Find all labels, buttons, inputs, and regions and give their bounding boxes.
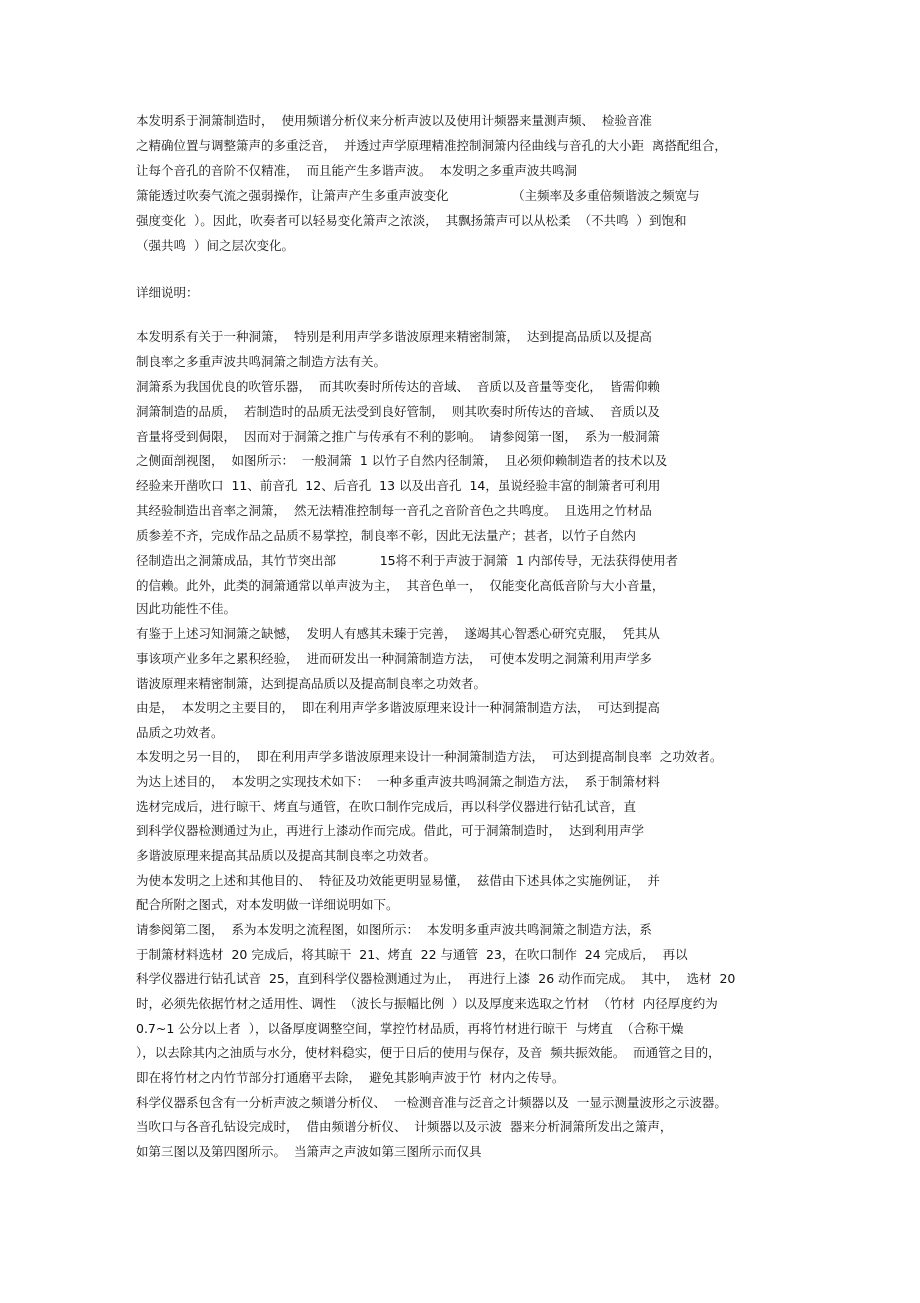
text-line-31: 配合所附之图式，对本发明做一详细说明如下。 [136, 897, 399, 912]
text-line-38: 即在将竹材之内竹节部分打通磨平去除， 避免其影响声波于竹 材内之传导。 [136, 1070, 565, 1085]
text-line-32: 请参阅第二图， 系为本发明之流程图，如图所示： 本发明多重声波共鸣洞箫之制造方法，系 [136, 922, 652, 937]
text-line-22: 谐波原理来精密制箫，达到提高品质以及提高制良率之功效者。 [136, 676, 487, 691]
text-line-33: 于制箫材料选材 20 完成后，将其晾干 21、烤直 22 与通管 23，在吹口制作 24 完成后， 再以 [136, 947, 688, 962]
text-line-14: 经验来开凿吹口 11、前音孔 12、后音孔 13 以及出音孔 14，虽说经验丰富的制箫者可利用 [136, 478, 661, 493]
text-line-17: 径制造出之洞箫成品，其竹节突出部 15将不利于声波于洞箫 1 内部传导，无法获得使用者 [136, 553, 678, 568]
text-line-28: 到科学仪器检测通过为止，再进行上漆动作而完成。借此，可于洞箫制造时， 达到利用声学 [136, 823, 644, 838]
text-line-13: 之侧面剖视图， 如图所示： 一般洞箫 1 以竹子自然内径制箫， 且必须仰赖制造者的技术以及 [136, 453, 668, 468]
text-line-11: 洞箫制造的品质， 若制造时的品质无法受到良好管制， 则其吹奏时所传达的音域、 音质以及 [136, 404, 660, 419]
text-line-5: 强度变化 ）。因此，吹奏者可以轻易变化箫声之浓淡， 其飘扬箫声可以从松柔 （不共鸣 ）到饱和 [136, 213, 687, 228]
text-line-36: 0.7~1 公分以上者 ），以备厚度调整空间，掌控竹材品质，再将竹材进行晾干 与烤直 （合称干燥 [136, 1021, 684, 1036]
text-line-9: 制良率之多重声波共鸣洞箫之制造方法有关。 [136, 354, 387, 369]
text-line-41: 如第三图以及第四图所示。 当箫声之声波如第三图所示而仅具 [136, 1144, 482, 1159]
text-line-8: 本发明系有关于一种洞箫， 特别是利用声学多谐波原理来精密制箫， 达到提高品质以及提高 [136, 329, 652, 344]
text-line-40: 当吹口与各音孔钻设完成时， 借由频谱分析仪、 计频器以及示波 器来分析洞箫所发出之箫声， [136, 1119, 673, 1134]
text-line-27: 选材完成后，进行晾干、烤直与通管，在吹口制作完成后，再以科学仪器进行钻孔试音，直 [136, 799, 637, 814]
text-line-12: 音量将受到侷限， 因而对于洞箫之推广与传承有不利的影响。 请参阅第一图， 系为一般洞箫 [136, 429, 660, 444]
text-line-30: 为使本发明之上述和其他目的、 特征及功效能更明显易懂， 兹借由下述具体之实施例证， 并 [136, 873, 660, 888]
text-line-25: 本发明之另一目的， 即在利用声学多谐波原理来设计一种洞箫制造方法， 可达到提高制良率 之功效者。 [136, 749, 723, 764]
text-line-37: ），以去除其内之油质与水分，使材料稳实，便于日后的使用与保存，及音 频共振效能。 而通管之目的， [136, 1045, 721, 1060]
section-heading: 详细说明： [136, 285, 199, 300]
text-line-19: 因此功能性不佳。 [136, 601, 237, 616]
text-line-39: 科学仪器系包含有一分析声波之频谱分析仪、 一检测音准与泛音之计频器以及 一显示测量波形之示波器。 [136, 1095, 727, 1110]
text-line-1: 本发明系于洞箫制造时， 使用频谱分析仪来分析声波以及使用计频器来量测声频、 检验音准 [136, 113, 652, 128]
text-line-3: 让每个音孔的音阶不仅精准， 而且能产生多谐声波。 本发明之多重声波共鸣洞 [136, 163, 577, 178]
text-line-2: 之精确位置与调整箫声的多重泛音， 并透过声学原理精准控制洞箫内径曲线与音孔的大小距 离搭配组合， [136, 138, 727, 153]
text-line-23: 由是， 本发明之主要目的， 即在利用声学多谐波原理来设计一种洞箫制造方法， 可达到提高 [136, 700, 660, 715]
text-line-16: 质参差不齐，完成作品之品质不易掌控，制良率不彰，因此无法量产；甚者，以竹子自然内 [136, 528, 637, 543]
text-line-20: 有鉴于上述习知洞箫之缺憾， 发明人有感其未臻于完善， 遂竭其心智悉心研究克服， 凭其从 [136, 626, 660, 641]
text-line-34: 科学仪器进行钻孔试音 25，直到科学仪器检测通过为止， 再进行上漆 26 动作而完成。 其中， 选材 20 [136, 971, 736, 986]
text-line-18: 的信赖。此外，此类的洞箫通常以单声波为主， 其音色单一， 仅能变化高低音阶与大小音量， [136, 578, 665, 593]
text-line-10: 洞箫系为我国优良的吹管乐器， 而其吹奏时所传达的音域、 音质以及音量等变化， 皆需仰赖 [136, 379, 660, 394]
text-line-26: 为达上述目的， 本发明之实现技术如下： 一种多重声波共鸣洞箫之制造方法， 系于制箫材料 [136, 774, 660, 789]
text-line-4: 箫能透过吹奏气流之强弱操作，让箫声产生多重声波变化 （主频率及多重倍频谐波之频宽与 [136, 188, 700, 203]
text-line-35: 时，必须先依据竹材之适用性、调性 （波长与振幅比例 ）以及厚度来选取之竹材 （竹材 内径厚度约为 [136, 996, 718, 1011]
text-line-29: 多谐波原理来提高其品质以及提高其制良率之功效者。 [136, 848, 437, 863]
text-line-21: 事该项产业多年之累积经验， 进而研发出一种洞箫制造方法， 可使本发明之洞箫利用声学多 [136, 651, 652, 666]
text-line-15: 其经验制造出音率之洞箫， 然无法精准控制每一音孔之音阶音色之共鸣度。 且选用之竹材品 [136, 503, 652, 518]
text-line-24: 品质之功效者。 [136, 725, 224, 740]
text-line-6: （强共鸣 ）间之层次变化。 [136, 238, 294, 253]
